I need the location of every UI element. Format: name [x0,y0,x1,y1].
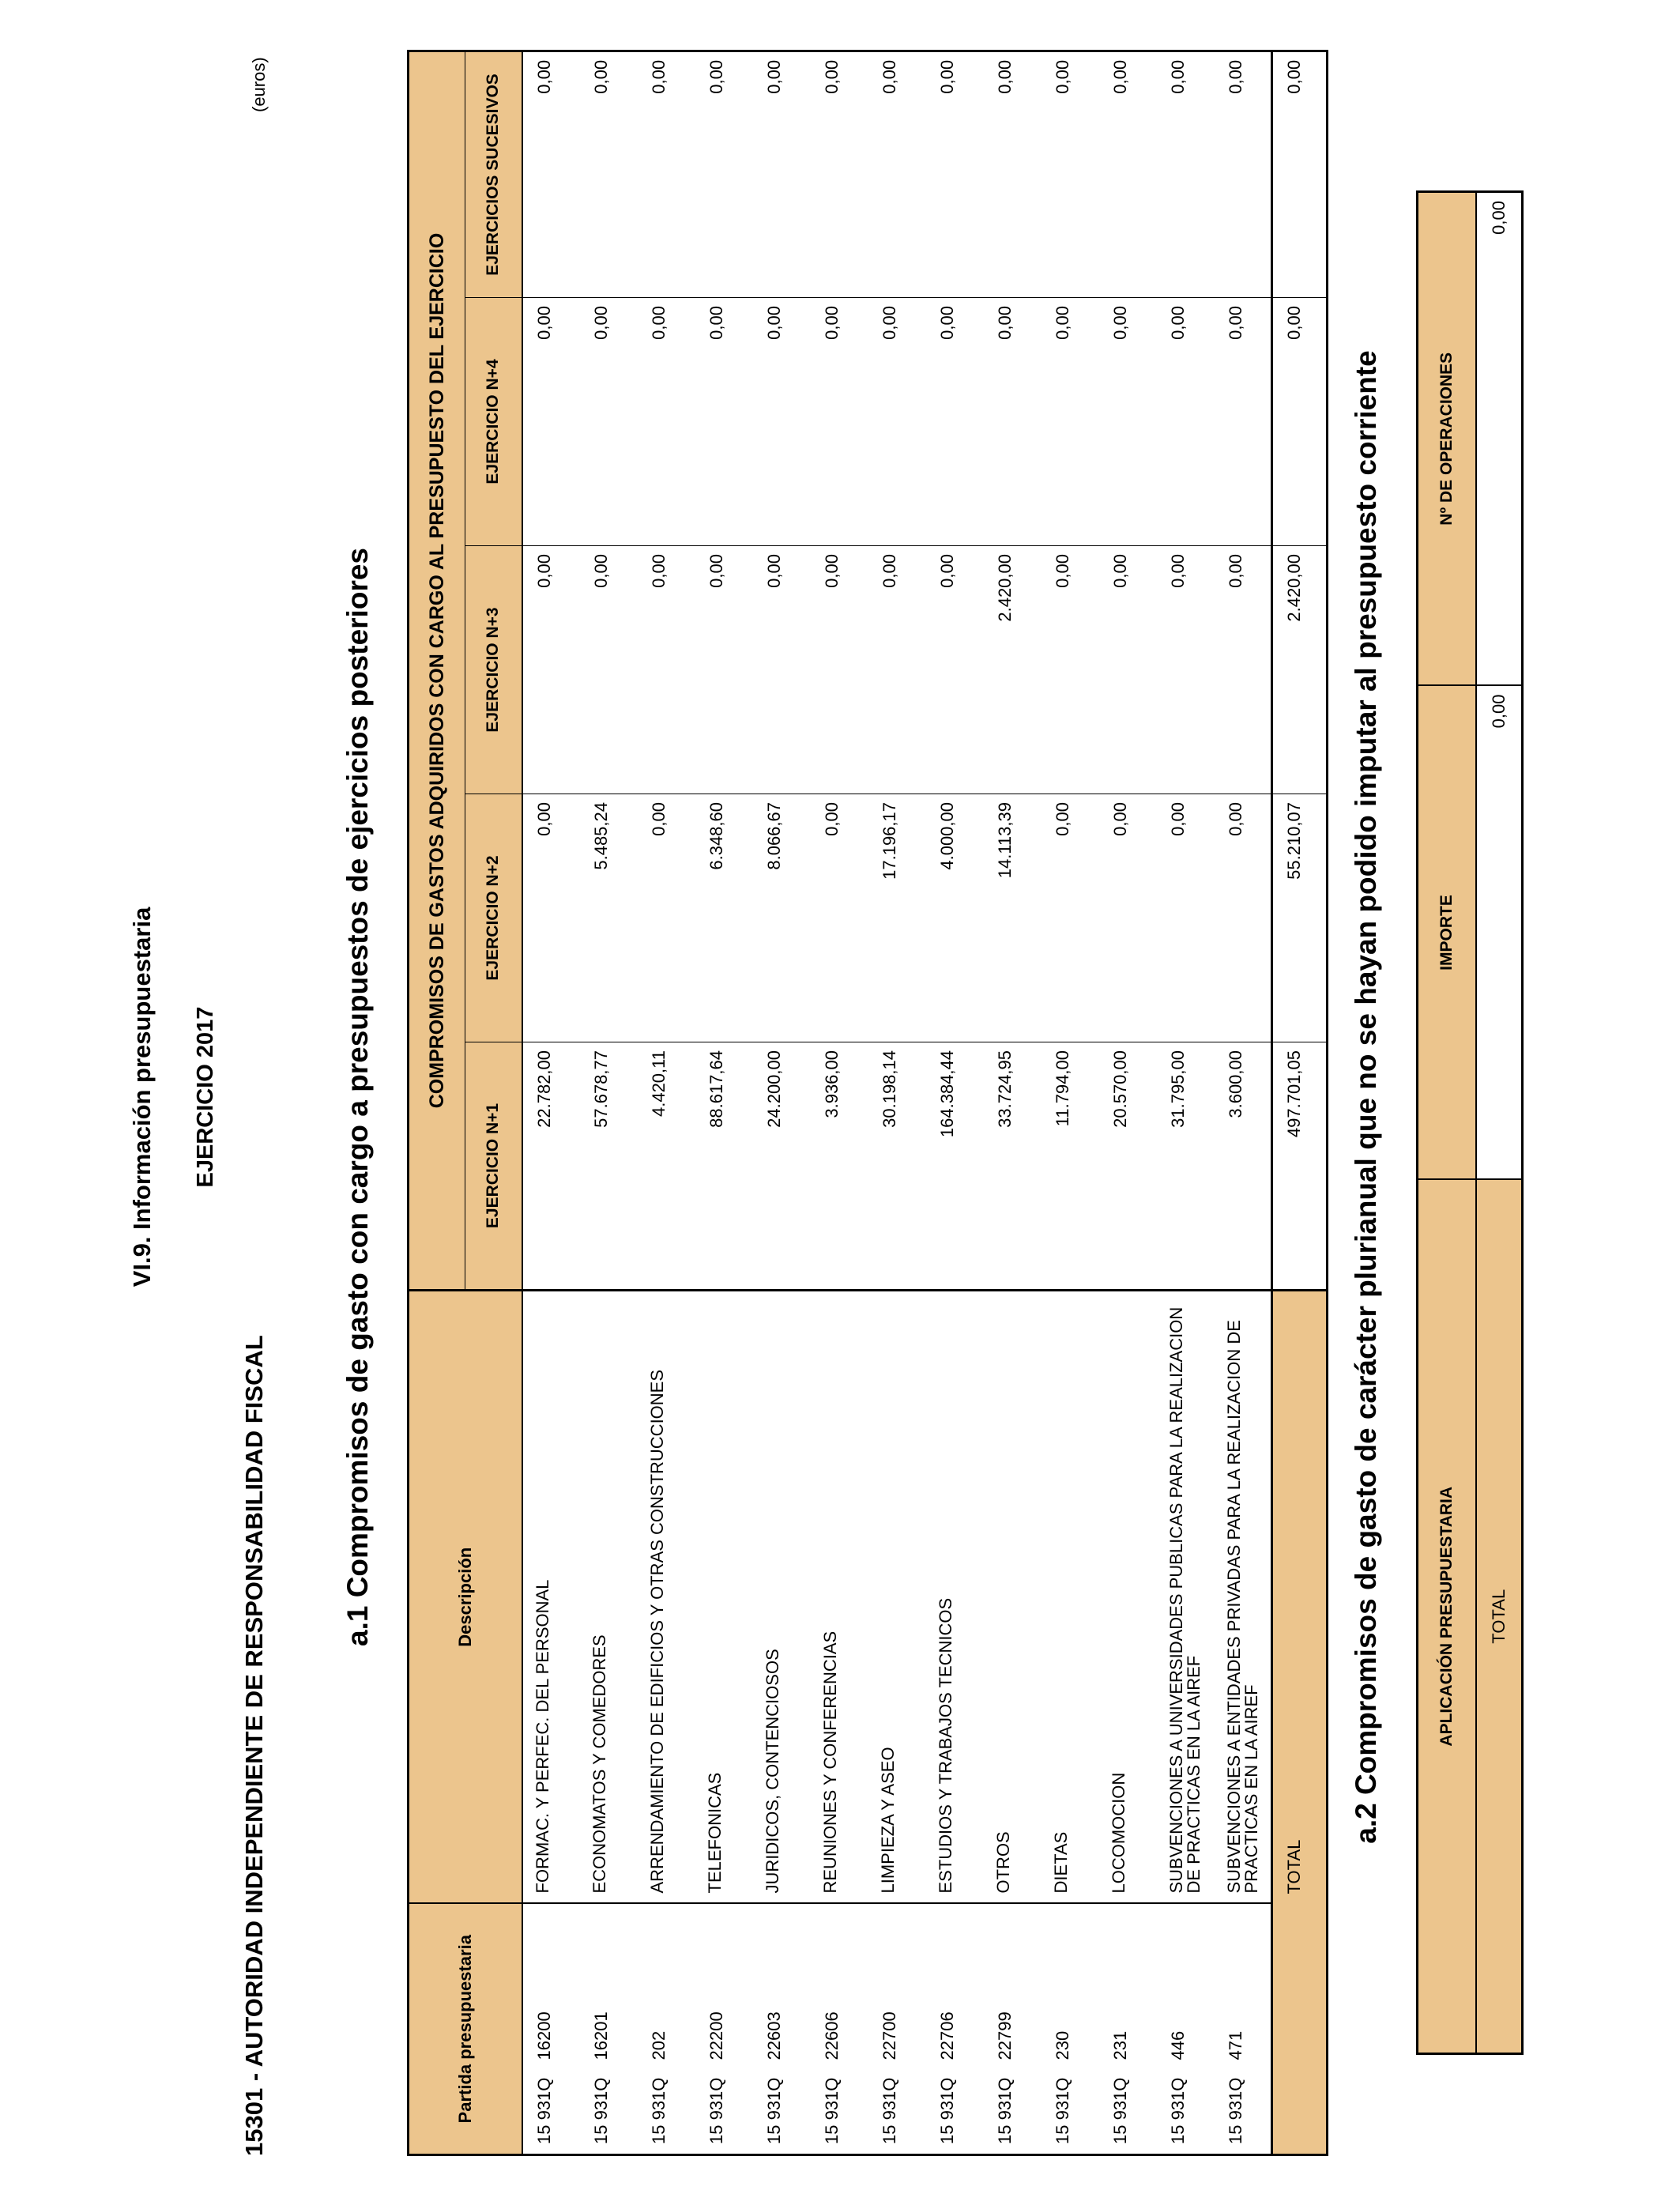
value-n3: 0,00 [811,546,868,794]
value-n2: 0,00 [1215,794,1272,1042]
value-n1: 3.936,00 [811,1042,868,1291]
currency-note: (euros) [249,57,269,112]
value-n2: 0,00 [1099,794,1157,1042]
partida-subconcept: 22606 [821,2011,842,2060]
row-description: LOCOMOCION [1099,1291,1157,1904]
value-n2: 14.113,39 [984,794,1042,1042]
pluriannual-table [1416,190,1524,2055]
col-header-descripcion: Descripción [409,1291,522,1904]
partida-subconcept: 22706 [936,2011,957,2060]
partida-code: 15 931Q [994,2077,1015,2144]
col-header-aplicacion: APLICACIÓN PRESUPUESTARIA [1418,1180,1477,2054]
value-n2: 0,00 [1157,794,1215,1042]
value-n3: 0,00 [868,546,926,794]
partida-code: 15 931Q [936,2077,957,2144]
page-title: VI.9. Información presupuestaria [128,907,156,1287]
table-row [753,51,811,2154]
row-description: FORMAC. Y PERFEC. DEL PERSONAL [522,1291,580,1904]
partida-code: 15 931Q [1225,2077,1245,2144]
value-n2: 0,00 [811,794,868,1042]
total-label: TOTAL [1476,1180,1523,2054]
total-operaciones: 0,00 [1476,192,1523,686]
value-sucesivos: 0,00 [811,51,868,297]
partida-code: 15 931Q [763,2077,784,2144]
col-header-operaciones: Nº DE OPERACIONES [1418,192,1477,686]
value-n4: 0,00 [868,298,926,546]
value-n1: 20.570,00 [1099,1042,1157,1291]
value-sucesivos: 0,00 [695,51,753,297]
value-sucesivos: 0,00 [926,51,984,297]
value-sucesivos: 0,00 [1099,51,1157,297]
value-n3: 0,00 [522,546,580,794]
table-row [811,51,868,2154]
col-header-n3: EJERCICIO N+3 [465,546,522,794]
table-row [926,51,984,2154]
value-n3: 0,00 [1157,546,1215,794]
partida-subconcept: 231 [1109,2030,1130,2060]
table-row [638,51,695,2154]
col-header-n1: EJERCICIO N+1 [465,1042,522,1291]
value-n3: 0,00 [1042,546,1099,794]
value-n1: 31.795,00 [1157,1042,1215,1291]
value-sucesivos: 0,00 [580,51,638,297]
value-sucesivos: 0,00 [1157,51,1215,297]
value-n4: 0,00 [1042,298,1099,546]
commitments-table [407,50,1328,2156]
partida-subconcept: 22200 [706,2011,726,2060]
value-n3: 0,00 [638,546,695,794]
value-sucesivos: 0,00 [638,51,695,297]
partida-code: 15 931Q [1167,2077,1188,2144]
partida-code: 15 931Q [821,2077,842,2144]
value-n3: 0,00 [926,546,984,794]
partida-code: 15 931Q [648,2077,669,2144]
row-description: JURIDICOS, CONTENCIOSOS [753,1291,811,1904]
value-n3: 0,00 [580,546,638,794]
row-description: TELEFONICAS [695,1291,753,1904]
partida-subconcept: 471 [1225,2030,1245,2060]
value-n3: 0,00 [1215,546,1272,794]
partida-code: 15 931Q [1109,2077,1130,2144]
value-sucesivos: 0,00 [522,51,580,297]
partida-subconcept: 16200 [533,2011,554,2060]
row-description: SUBVENCIONES A ENTIDADES PRIVADAS PARA LA REALIZACION DE PRACTICAS EN LA AIREF [1215,1291,1272,1904]
partida-code: 15 931Q [706,2077,726,2144]
row-description: ESTUDIOS Y TRABAJOS TECNICOS [926,1291,984,1904]
value-n4: 0,00 [926,298,984,546]
partida-code: 15 931Q [1052,2077,1072,2144]
row-description: ARRENDAMIENTO DE EDIFICIOS Y OTRAS CONSTRUCCIONES [638,1291,695,1904]
total-row [1272,51,1328,2154]
value-n1: 57.678,77 [580,1042,638,1291]
total-sucesivos: 0,00 [1272,51,1328,297]
value-n4: 0,00 [580,298,638,546]
value-n3: 2.420,00 [984,546,1042,794]
table-row [1215,51,1272,2154]
value-sucesivos: 0,00 [984,51,1042,297]
value-n1: 88.617,64 [695,1042,753,1291]
total-n1: 497.701,05 [1272,1042,1328,1291]
value-n2: 8.066,67 [753,794,811,1042]
section-a2-title: a.2 Compromisos de gasto de carácter plurianual que no se hayan podido imputar al presupuesto corriente [1350,350,1382,1844]
col-header-partida: Partida presupuestaria [409,1904,522,2155]
total-blank-cell [1272,1904,1328,2155]
value-n1: 33.724,95 [984,1042,1042,1291]
table-row [1157,51,1215,2154]
value-n4: 0,00 [1099,298,1157,546]
value-n4: 0,00 [522,298,580,546]
total-row [1476,192,1523,2054]
partida-code: 15 931Q [533,2077,554,2144]
row-description: OTROS [984,1291,1042,1904]
partida-code: 15 931Q [590,2077,611,2144]
value-n3: 0,00 [1099,546,1157,794]
total-label: TOTAL [1272,1291,1328,1904]
value-n1: 30.198,14 [868,1042,926,1291]
partida-subconcept: 22603 [763,2011,784,2060]
table-row [984,51,1042,2154]
section-a1-title: a.1 Compromisos de gasto con cargo a presupuestos de ejercicios posteriores [341,548,374,1646]
value-n2: 5.485,24 [580,794,638,1042]
value-n4: 0,00 [811,298,868,546]
value-n3: 0,00 [695,546,753,794]
row-description: ECONOMATOS Y COMEDORES [580,1291,638,1904]
organization-title: 15301 - AUTORIDAD INDEPENDIENTE DE RESPONSABILIDAD FISCAL [240,1335,268,2156]
value-sucesivos: 0,00 [753,51,811,297]
value-n2: 4.000,00 [926,794,984,1042]
value-sucesivos: 0,00 [1215,51,1272,297]
value-n4: 0,00 [984,298,1042,546]
total-n3: 2.420,00 [1272,546,1328,794]
row-description: SUBVENCIONES A UNIVERSIDADES PUBLICAS PARA LA REALIZACION DE PRACTICAS EN LA AIREF [1157,1291,1215,1904]
total-importe: 0,00 [1476,686,1523,1180]
value-n1: 11.794,00 [1042,1042,1099,1291]
partida-subconcept: 446 [1167,2030,1188,2060]
value-n1: 24.200,00 [753,1042,811,1291]
value-n1: 22.782,00 [522,1042,580,1291]
table-row [522,51,580,2154]
col-header-importe: IMPORTE [1418,686,1477,1180]
table-row [580,51,638,2154]
value-n3: 0,00 [753,546,811,794]
value-sucesivos: 0,00 [868,51,926,297]
value-n1: 4.420,11 [638,1042,695,1291]
value-n2: 0,00 [522,794,580,1042]
table-row [1042,51,1099,2154]
value-n1: 3.600,00 [1215,1042,1272,1291]
total-n2: 55.210,07 [1272,794,1328,1042]
exercise-title: EJERCICIO 2017 [193,1006,218,1188]
partida-subconcept: 22700 [879,2011,899,2060]
col-header-sucesivos: EJERCICIOS SUCESIVOS [465,51,522,297]
table-row [695,51,753,2154]
row-description: REUNIONES Y CONFERENCIAS [811,1291,868,1904]
value-n4: 0,00 [1157,298,1215,546]
table-row [1099,51,1157,2154]
partida-subconcept: 202 [648,2030,669,2060]
value-sucesivos: 0,00 [1042,51,1099,297]
table-row [868,51,926,2154]
value-n2: 17.196,17 [868,794,926,1042]
value-n4: 0,00 [753,298,811,546]
value-n4: 0,00 [695,298,753,546]
row-description: LIMPIEZA Y ASEO [868,1291,926,1904]
row-description: DIETAS [1042,1291,1099,1904]
value-n4: 0,00 [638,298,695,546]
partida-subconcept: 22799 [994,2011,1015,2060]
partida-code: 15 931Q [879,2077,899,2144]
value-n4: 0,00 [1215,298,1272,546]
value-n2: 0,00 [1042,794,1099,1042]
value-n2: 6.348,60 [695,794,753,1042]
total-n4: 0,00 [1272,298,1328,546]
col-header-n2: EJERCICIO N+2 [465,794,522,1042]
partida-subconcept: 16201 [590,2011,611,2060]
group-header-compromisos: COMPROMISOS DE GASTOS ADQUIRIDOS CON CARGO AL PRESUPUESTO DEL EJERCICIO [409,51,465,1290]
col-header-n4: EJERCICIO N+4 [465,298,522,546]
value-n2: 0,00 [638,794,695,1042]
partida-subconcept: 230 [1052,2030,1072,2060]
value-n1: 164.384,44 [926,1042,984,1291]
